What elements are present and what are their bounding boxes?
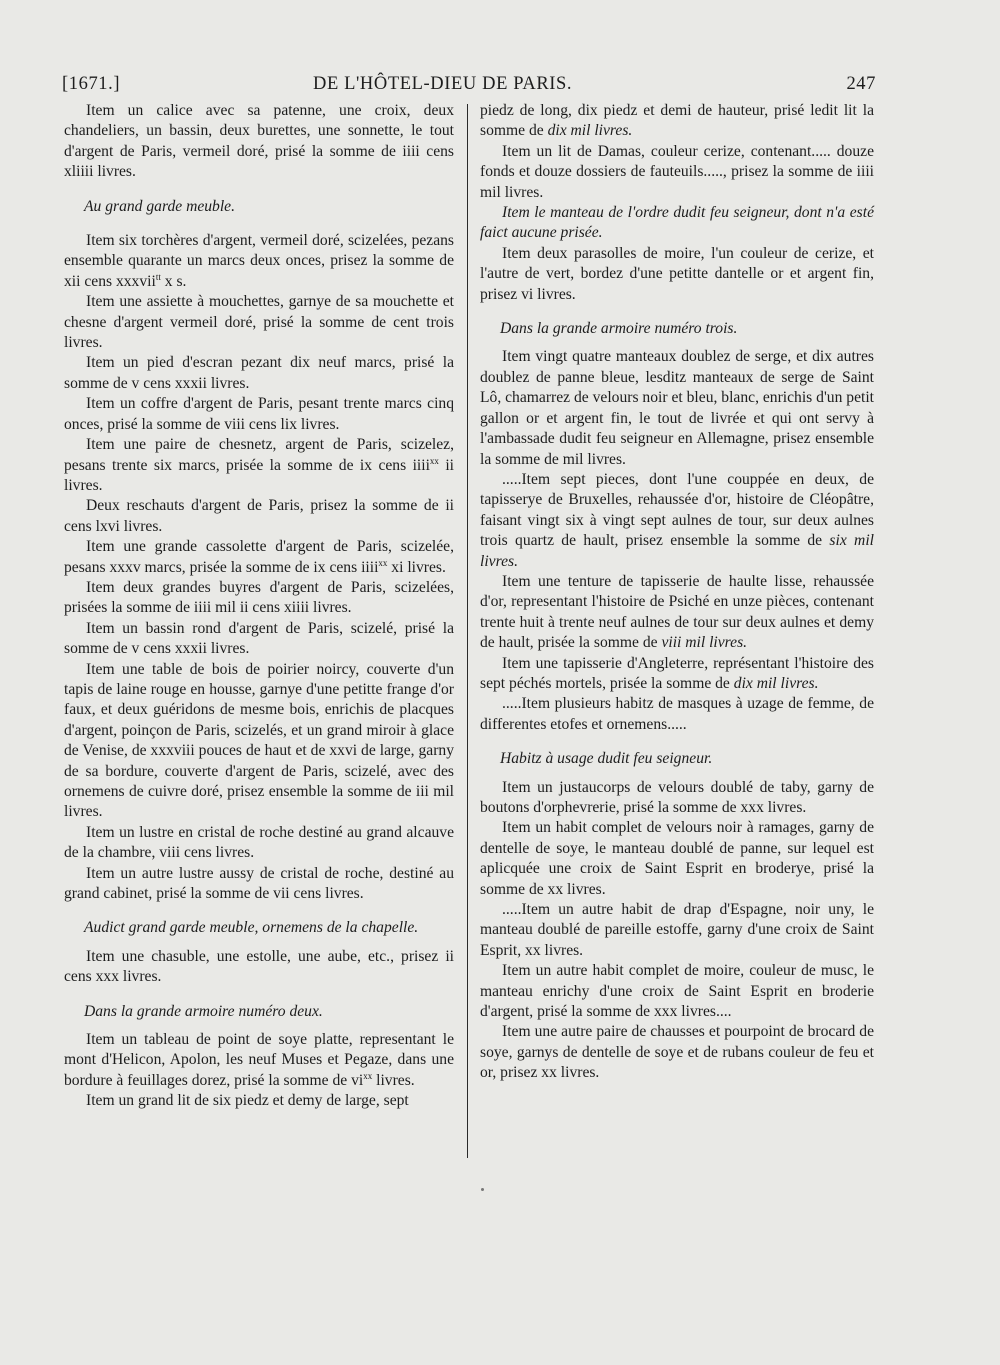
paragraph: Item un tableau de point de soye platte, representant le mont d'Helicon, Apolon, les neuf Muses et Pegaze, dans une bordure à feuillages dorez, prisé la somme de $vi^{xx}$ livres. [64,1031,454,1089]
paragraph: Item un calice avec sa patenne, une croix, deux chandeliers, un bassin, deux burettes, une sonnette, le tout d'argent de Paris, vermeil doré, prisé la somme de iiii cens xliiii livres. [64,102,454,181]
paragraph: .....Item un autre habit de drap d'Espagne, noir uny, le manteau doublé de pareille estoffe, garny d'une croix de Saint Esprit, xx livres. [480,901,874,959]
paragraph: .....Item plusieurs habitz de masques à uzage de femme, de differentes etofes et ornemens..... [480,695,874,733]
paragraph: Item un autre lustre aussy de cristal de roche, destiné au grand cabinet, prisé la somme de vii cens livres. [64,864,454,903]
paragraph: Item une tapisserie d'Angleterre, représentant l'histoire des sept péchés mortels, prisée la somme de dix mil livres. [480,654,874,692]
paragraph: piedz de long, dix piedz et demi de hauteur, prisé ledit lit la somme de dix mil livres. [480,102,874,140]
currency-symbol: tt [155,271,161,282]
paragraph: Item deux grandes buyres d'argent de Paris, scizelées, prisées la somme de iiii mil ii cens xiiii livres. [64,578,454,617]
paragraph: Item un lustre en cristal de roche destiné au grand alcauve de la chambre, viii cens livres. [64,823,454,862]
paragraph: Item une tenture de tapisserie de haulte lisse, rehaussée d'or, representant l'histoire de Psiché en unze pièces, contenant trente huit à trente neuf aulnes de tour sur deux aulnes et demy de hault, prisée la somme de viii mil livres. [480,572,874,652]
running-header [62,74,876,100]
paragraph: Item un habit complet de velours noir à ramages, garny de dentelle de soye, le manteau doublé de panne, sur lequel est aplicquée une croix de Saint Esprit en broderye, prisé la somme de xx livres. [480,819,874,898]
paragraph: Item une assiette à mouchettes, garnye de sa mouchette et chesne d'argent vermeil doré, prisé la somme de cent trois livres. [64,293,454,352]
paragraph: Item une autre paire de chausses et pourpoint de brocard de soye, garnys de dentelle de soye et de rubans couleur de feu et or, prisez xx livres. [480,1023,874,1082]
left-column [64,101,454,1112]
paragraph: Item un coffre d'argent de Paris, pesant trente marcs cinq onces, prisé la somme de viii cens lix livres. [64,395,454,433]
paragraph: Item vingt quatre manteaux doublez de serge, et dix autres doublez de panne bleue, lesditz manteaux de serge de Saint Lô, chamarrez de velours noir et bleu, blanc, enrichis d'un petit gallon or et argent fin, le tout de livrée et qui ont servy à l'ambassade dudit feu seigneur en Allemagne, prisez ensemble la somme de mil livres. [480,348,874,468]
paragraph: Item un pied d'escran pezant dix neuf marcs, prisé la somme de v cens xxxii livres. [64,354,454,392]
section-heading: Audict grand garde meuble, ornemens de la chapelle. [84,919,419,937]
column-divider [467,104,468,1158]
paragraph: Item un autre habit complet de moire, couleur de musc, le manteau enrichy d'une croix de Saint Esprit en broderie d'argent, prisé la somme de xxx livres.... [480,962,874,1021]
section-heading: Dans la grande armoire numéro trois. [500,320,738,338]
paragraph: .....Item sept pieces, dont l'une couppée en deux, de tapisserye de Bruxelles, rehaussée d'or, histoire de Cléopâtre, faisant vingt six à vingt sept aulnes de tour, sur deux aulnes trois quartz de hault, prisez ensemble la somme de six mil livres. [480,470,874,570]
paragraph: Item six torchères d'argent, vermeil doré, scizelées, pezans ensemble quarante un marcs deux onces, prisez la somme de xii cens xxxvii$^{tt}$ x s. [64,232,454,290]
paragraph: Item une grande cassolette d'argent de Paris, scizelée, pesans xxxv marcs, prisée la somme de ix cens iiii$^{xx}$ xi livres. [64,538,454,576]
page-number: 247 [846,74,876,94]
paragraph: Item deux parasolles de moire, l'un couleur de cerize, et l'autre de vert, bordez d'une petitte dantelle or et argent fin, prisez vi livres. [480,244,874,303]
section-heading: Au grand garde meuble. [84,197,236,215]
paragraph: Deux reschauts d'argent de Paris, prisez la somme de ii cens lxvi livres. [64,497,454,535]
header-title: DE L'HÔTEL-DIEU DE PARIS. [313,74,573,94]
paragraph: Item une chasuble, une estolle, une aube, etc., prisez ii cens xxx livres. [64,947,454,986]
section-heading: Dans la grande armoire numéro deux. [84,1002,323,1020]
paragraph: Item une table de bois de poirier noircy, couverte d'un tapis de laine rouge en housse, garnye d'une petitte frange d'or faux, et deux guéridons de mesme bois, enrichis de placques d'argent, poinçon de Paris, scizelés, et un grand miroir à glace de Venise, de xxxviii pouces de haut et de xxvi de large, garny de sa bordure, couverte d'argent de Paris, scizelé, avec des ornemens de cuivre doré, prisez ensemble la somme de iii mil livres. [64,660,454,821]
section-heading: Habitz à usage dudit feu seigneur. [500,750,713,768]
paragraph: Item une paire de chesnetz, argent de Paris, scizelez, pesans trente six marcs, prisée la somme de ix cens iiii$^{xx}$ ii livres. [64,436,454,494]
header-year: [1671.] [62,74,121,94]
paragraph: Item un grand lit de six piedz et demy de large, sept [86,1092,409,1110]
paragraph: Item un justaucorps de velours doublé de taby, garny de boutons d'orphevrerie, prisé la somme de xxx livres. [480,778,874,816]
paragraph: Item un bassin rond d'argent de Paris, scizelé, prisé la somme de v cens xxxii livres. [64,619,454,658]
ink-speck [481,1188,484,1191]
right-column [480,101,874,1084]
paragraph: Item un lit de Damas, couleur cerize, contenant..... douze fonds et douze dossiers de fauteuils....., prisez la somme de iiii mil livres. [480,142,874,201]
paragraph: Item le manteau de l'ordre dudit feu seigneur, dont n'a esté faict aucune prisée. [480,204,874,242]
